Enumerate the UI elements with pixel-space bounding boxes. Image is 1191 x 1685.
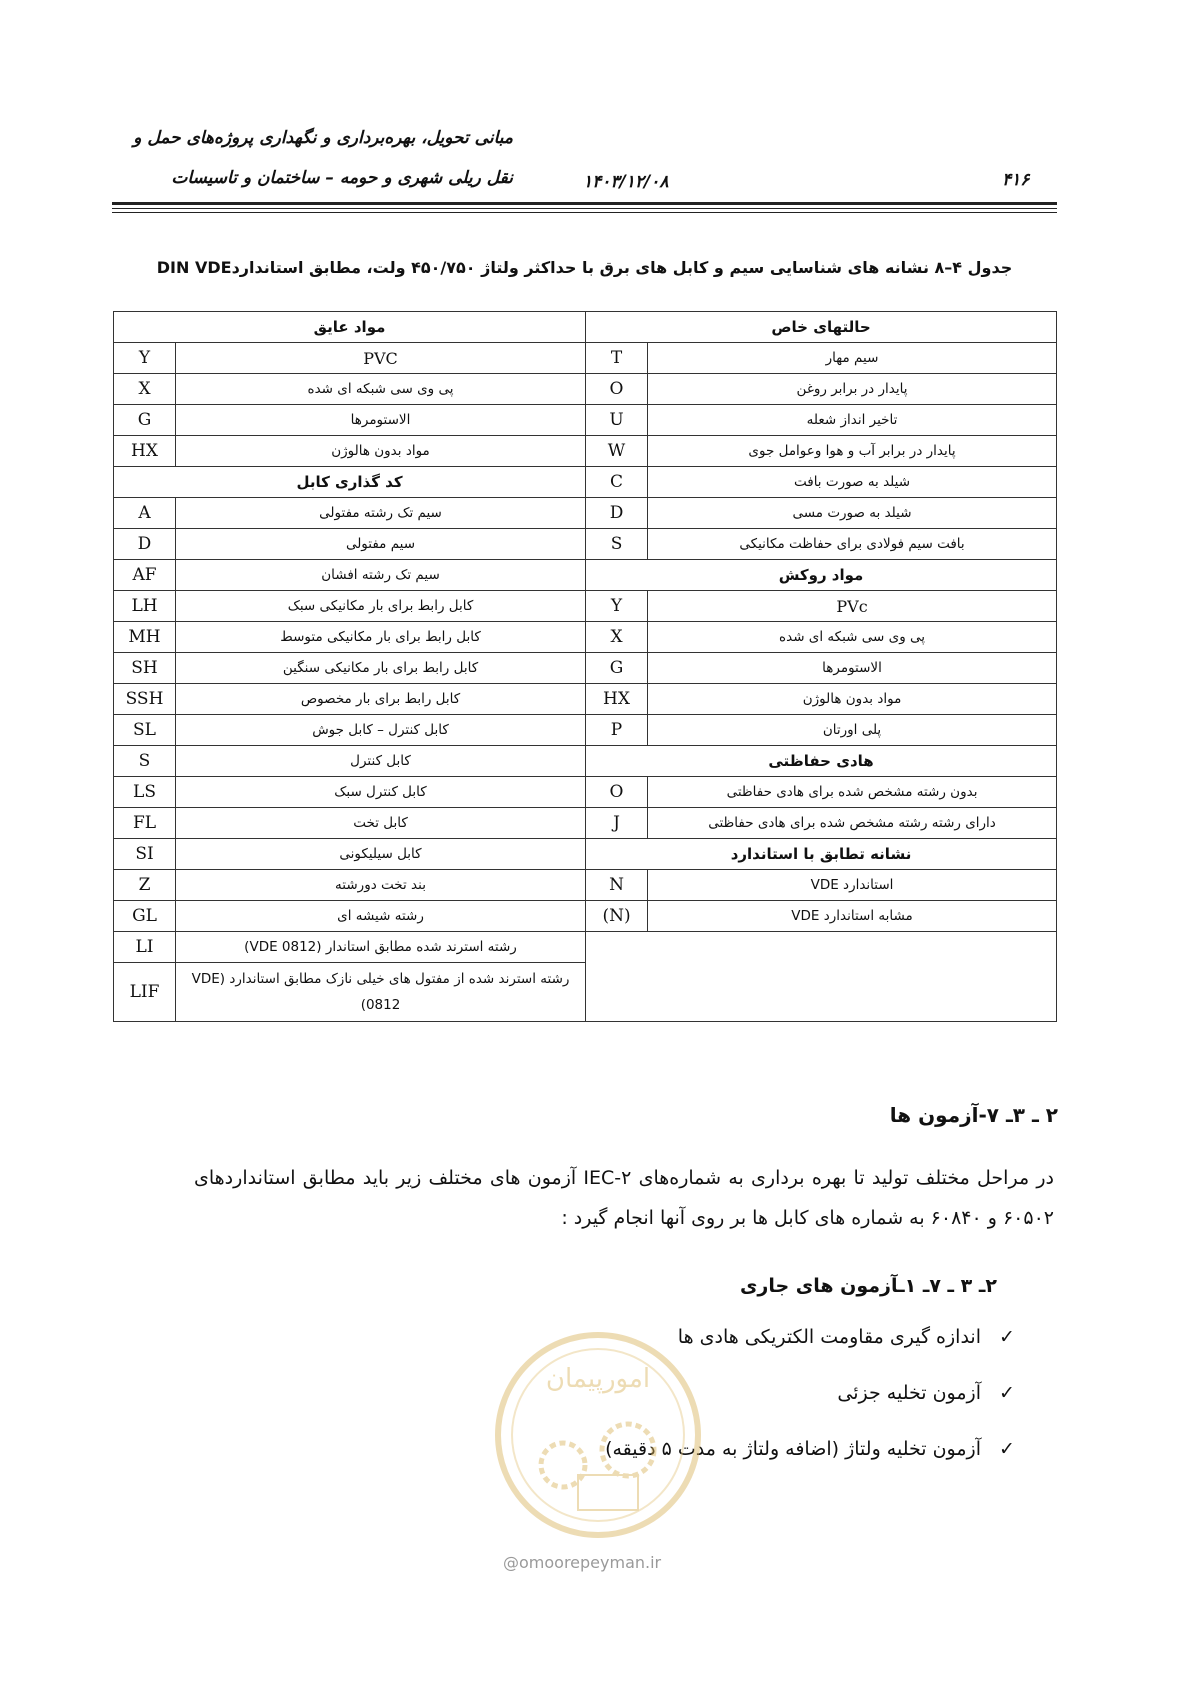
- header-rule-thin: [112, 208, 1057, 209]
- left-label-cell: کابل رابط برای بار مخصوص: [176, 684, 586, 715]
- watermark-logo: [488, 1325, 708, 1555]
- left-code-cell: MH: [114, 622, 176, 653]
- right-label-cell: بدون رشته مشخص شده برای هادی حفاظتی: [648, 777, 1057, 808]
- left-label-cell: سیم مفتولی: [176, 529, 586, 560]
- empty-cell: [586, 932, 1057, 1022]
- left-label-cell: رشته استرند شده از مفتول های خیلی نازک مطابق استاندارد (VDE 0812): [176, 963, 586, 1022]
- right-code-cell: S: [586, 529, 648, 560]
- table-row: [114, 622, 1057, 653]
- subsection-heading: ۲ـ ۳ ـ ۷ـ ۱ـآزمون های جاری: [740, 1275, 997, 1297]
- header-date: ۱۴۰۳/۱۲/۰۸: [583, 172, 669, 192]
- left-code-cell: X: [114, 374, 176, 405]
- table-row: [114, 560, 1057, 591]
- left-code-cell: D: [114, 529, 176, 560]
- left-code-cell: Z: [114, 870, 176, 901]
- left-label-cell: بند تخت دورشته: [176, 870, 586, 901]
- check-icon: ✓: [999, 1382, 1015, 1404]
- table-row: [114, 529, 1057, 560]
- table-row: [114, 436, 1057, 467]
- left-code-cell: S: [114, 746, 176, 777]
- right-label-cell: پایدار در برابر آب و هوا وعوامل جوی: [648, 436, 1057, 467]
- left-label-cell: سیم تک رشته افشان: [176, 560, 586, 591]
- right-label-cell: سیم مهار: [648, 343, 1057, 374]
- right-code-cell: (N): [586, 901, 648, 932]
- table-caption: جدول ۴–۸ نشانه های شناسایی سیم و کابل های برق با حداکثر ولتاژ ۴۵۰/۷۵۰ ولت، مطابق استانداردDIN VDE: [156, 258, 1013, 277]
- right-code-cell: J: [586, 808, 648, 839]
- left-code-cell: A: [114, 498, 176, 529]
- right-label-cell: مشابه استاندارد VDE: [648, 901, 1057, 932]
- right-code-cell: C: [586, 467, 648, 498]
- table-row: [114, 870, 1057, 901]
- left-section-heading: کد گذاری کابل: [114, 467, 586, 498]
- table-row: [114, 405, 1057, 436]
- left-label-cell: PVC: [176, 343, 586, 374]
- list-item-text: اندازه گیری مقاومت الکتریکی هادی ها: [677, 1326, 981, 1348]
- right-code-cell: W: [586, 436, 648, 467]
- list-item-text: آزمون تخلیه جزئی: [837, 1382, 981, 1404]
- table-row: [114, 498, 1057, 529]
- left-code-cell: SH: [114, 653, 176, 684]
- left-label-cell: کابل رابط برای بار مکانیکی سبک: [176, 591, 586, 622]
- right-label-cell: PVc: [648, 591, 1057, 622]
- table-row: [114, 715, 1057, 746]
- left-code-cell: LS: [114, 777, 176, 808]
- right-label-cell: مواد بدون هالوژن: [648, 684, 1057, 715]
- left-label-cell: کابل تخت: [176, 808, 586, 839]
- left-code-cell: LI: [114, 932, 176, 963]
- table-row: [114, 653, 1057, 684]
- right-code-cell: T: [586, 343, 648, 374]
- watermark-gear-right: [602, 1424, 654, 1476]
- watermark-url: @omoorepeyman.ir: [503, 1553, 662, 1572]
- right-code-cell: D: [586, 498, 648, 529]
- page-number: ۴۱۶: [1002, 170, 1030, 190]
- section-heading: ۲ ـ ۳ـ ۷-آزمون ها: [889, 1103, 1058, 1127]
- table-row: [114, 777, 1057, 808]
- left-label-cell: کابل کنترل – کابل جوش: [176, 715, 586, 746]
- left-label-cell: رشته استرند شده مطابق استاندار (VDE 0812): [176, 932, 586, 963]
- left-code-cell: SI: [114, 839, 176, 870]
- right-label-cell: پلی اورتان: [648, 715, 1057, 746]
- table-row: [114, 932, 1057, 963]
- left-code-cell: SL: [114, 715, 176, 746]
- table-row: [114, 312, 1057, 343]
- left-code-cell: FL: [114, 808, 176, 839]
- check-icon: ✓: [999, 1438, 1015, 1460]
- left-code-cell: LIF: [114, 963, 176, 1022]
- table-row: [114, 591, 1057, 622]
- table-row: [114, 343, 1057, 374]
- right-code-cell: HX: [586, 684, 648, 715]
- table-row: [114, 901, 1057, 932]
- right-label-cell: تاخیر انداز شعله: [648, 405, 1057, 436]
- right-section-heading: هادی حفاظتی: [586, 746, 1057, 777]
- right-label-cell: بافت سیم فولادی برای حفاظت مکانیکی: [648, 529, 1057, 560]
- right-label-cell: الاستومرها: [648, 653, 1057, 684]
- left-label-cell: کابل رابط برای بار مکانیکی متوسط: [176, 622, 586, 653]
- right-label-cell: شیلد به صورت مسی: [648, 498, 1057, 529]
- header-rule-thick: [112, 202, 1057, 205]
- right-code-cell: N: [586, 870, 648, 901]
- left-label-cell: سیم تک رشته مفتولی: [176, 498, 586, 529]
- left-label-cell: کابل کنترل: [176, 746, 586, 777]
- right-section-heading: حالتهای خاص: [586, 312, 1057, 343]
- right-code-cell: O: [586, 374, 648, 405]
- left-label-cell: کابل رابط برای بار مکانیکی سنگین: [176, 653, 586, 684]
- right-label-cell: شیلد به صورت بافت: [648, 467, 1057, 498]
- left-code-cell: Y: [114, 343, 176, 374]
- right-label-cell: استاندارد VDE: [648, 870, 1057, 901]
- left-code-cell: HX: [114, 436, 176, 467]
- left-label-cell: پی وی سی شبکه ای شده: [176, 374, 586, 405]
- right-code-cell: O: [586, 777, 648, 808]
- right-code-cell: X: [586, 622, 648, 653]
- watermark-logo-text: امورپیمان: [545, 1364, 651, 1394]
- right-code-cell: G: [586, 653, 648, 684]
- watermark-grid: [578, 1475, 638, 1510]
- right-section-heading: نشانه تطابق با استاندارد: [586, 839, 1057, 870]
- left-code-cell: AF: [114, 560, 176, 591]
- left-label-cell: رشته شیشه ای: [176, 901, 586, 932]
- right-label-cell: دارای رشته رشته مشخص شده برای هادی حفاظتی: [648, 808, 1057, 839]
- right-code-cell: P: [586, 715, 648, 746]
- header-title-line1: مبانی تحویل، بهره‌برداری و نگهداری پروژه‌های حمل و: [133, 128, 513, 148]
- left-code-cell: GL: [114, 901, 176, 932]
- table-row: [114, 746, 1057, 777]
- table-row: [114, 467, 1057, 498]
- table-row: [114, 839, 1057, 870]
- table-body: [114, 312, 1057, 1022]
- left-section-heading: مواد عایق: [114, 312, 586, 343]
- left-label-cell: کابل کنترل سبک: [176, 777, 586, 808]
- check-icon: ✓: [999, 1326, 1015, 1348]
- left-label-cell: الاستومرها: [176, 405, 586, 436]
- left-label-cell: مواد بدون هالوژن: [176, 436, 586, 467]
- header-rule-thin-2: [112, 212, 1057, 213]
- right-code-cell: Y: [586, 591, 648, 622]
- section-paragraph: در مراحل مختلف تولید تا بهره برداری به شماره‌های IEC-۲ آزمون های مختلف زیر باید مطابق استانداردهای ۶۰۵۰۲ و ۶۰۸۴۰ به شماره های کابل ها بر روی آنها انجام گیرد :: [194, 1167, 1054, 1229]
- table-row: [114, 374, 1057, 405]
- cable-codes-table: [113, 311, 1057, 1022]
- left-code-cell: G: [114, 405, 176, 436]
- right-label-cell: پی وی سی شبکه ای شده: [648, 622, 1057, 653]
- table-row: [114, 808, 1057, 839]
- right-code-cell: U: [586, 405, 648, 436]
- list-item-text: آزمون تخلیه ولتاژ (اضافه ولتاژ به مدت ۵ دقیقه): [605, 1438, 981, 1460]
- left-code-cell: LH: [114, 591, 176, 622]
- left-code-cell: SSH: [114, 684, 176, 715]
- right-label-cell: پایدار در برابر روغن: [648, 374, 1057, 405]
- header-title-line2: نقل ریلی شهری و حومه – ساختمان و تاسیسات: [171, 168, 513, 188]
- right-section-heading: مواد روکش: [586, 560, 1057, 591]
- left-label-cell: کابل سیلیکونی: [176, 839, 586, 870]
- table-row: [114, 684, 1057, 715]
